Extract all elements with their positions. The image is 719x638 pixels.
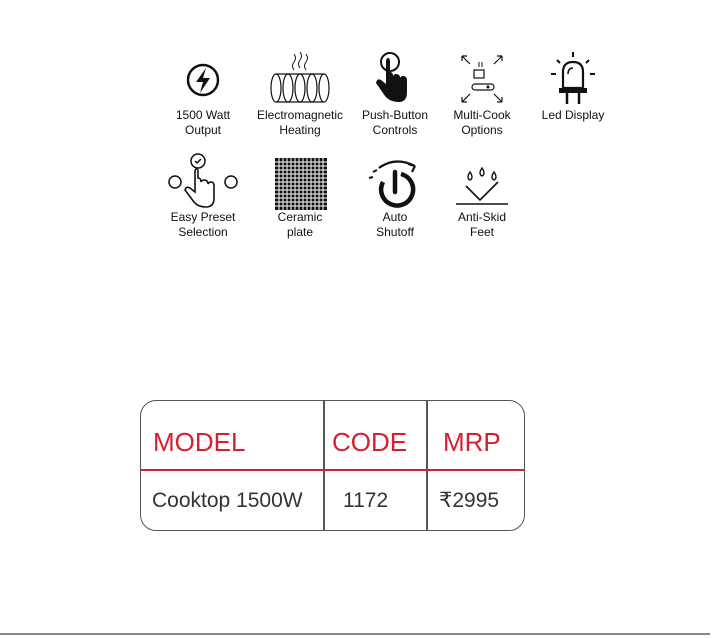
feature-label: Easy Preset Selection <box>170 210 236 239</box>
feature-ceramic-plate <box>250 152 350 240</box>
feature-led-display <box>523 50 623 123</box>
feature-label: Auto Shutoff <box>376 210 414 239</box>
led-bulb-icon <box>523 50 623 108</box>
feature-label: Ceramic plate <box>277 210 323 239</box>
header-mrp: MRP <box>443 427 501 457</box>
feature-push-button <box>345 50 445 138</box>
ceramic-grid-icon <box>250 152 350 210</box>
feature-label: Anti-Skid Feet <box>457 210 507 239</box>
header-model: MODEL <box>153 427 246 457</box>
feature-electromagnetic <box>250 50 350 138</box>
power-timer-icon <box>345 152 445 210</box>
lightning-bolt-icon <box>153 50 253 108</box>
feature-label: Multi-Cook Options <box>453 108 511 137</box>
bottom-rule <box>0 633 710 635</box>
value-code: 1172 <box>343 489 389 512</box>
finger-press-icon <box>345 50 445 108</box>
multi-cook-icon <box>432 50 532 108</box>
feature-label: Electromagnetic Heating <box>256 108 344 137</box>
feature-multi-cook <box>432 50 532 138</box>
feature-anti-skid <box>432 152 532 240</box>
header-divider <box>141 469 524 471</box>
feature-label: Push-Button Controls <box>361 108 429 137</box>
feature-label: 1500 Watt Output <box>175 108 231 137</box>
feature-auto-shutoff <box>345 152 445 240</box>
feature-1500-watt <box>153 50 253 138</box>
spec-table <box>140 400 525 531</box>
value-mrp: ₹2995 <box>439 489 500 512</box>
column-divider <box>323 401 325 530</box>
column-divider <box>426 401 428 530</box>
value-model: Cooktop 1500W <box>152 489 303 512</box>
preset-select-icon <box>153 152 253 210</box>
electromagnetic-coil-icon <box>250 50 350 108</box>
header-code: CODE <box>332 427 408 457</box>
feature-easy-preset <box>153 152 253 240</box>
feature-label: Led Display <box>541 108 605 122</box>
anti-skid-icon <box>432 152 532 210</box>
